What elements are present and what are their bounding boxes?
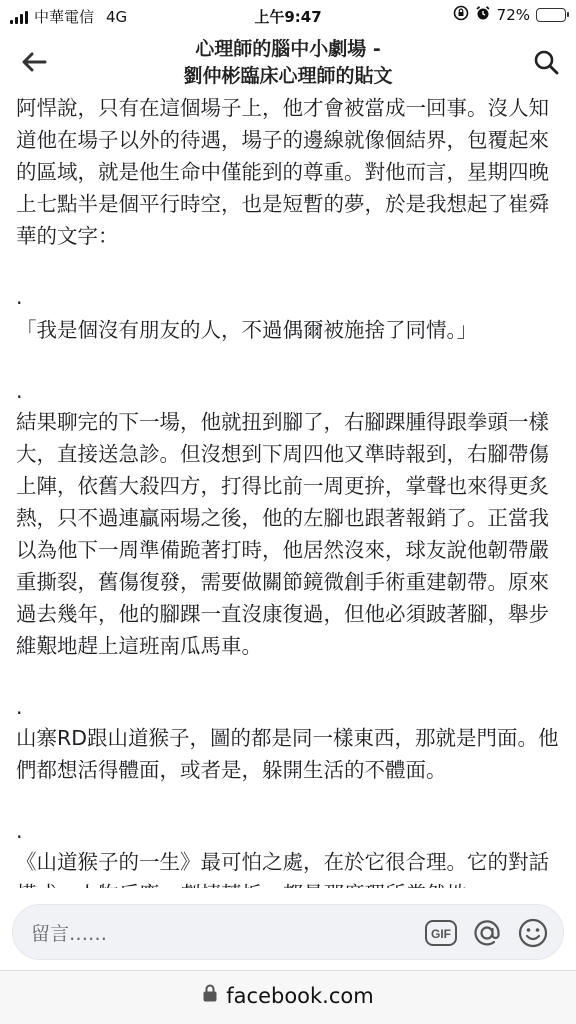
spacer [16,346,564,376]
section-dot: . [16,379,23,403]
emoji-icon[interactable] [515,915,551,951]
at-sign-icon[interactable] [469,915,505,951]
post-paragraph: 結果聊完的下一場，他就扭到腳了，右腳踝腫得跟拳頭一樣大，直接送急診。但沒想到下周四他又準時報到，右腳帶傷上陣，依舊大殺四方，打得比前一周更拚，掌聲也來得更炙熱，只不過連贏兩場之後，他的左腳也跟著報銷了。正當我以為他下一周準備跪著打時，他居然沒來，球友說他韌帶嚴重撕裂，舊傷復發，需要做關節鏡微創手術重建韌帶。原來過去幾年，他的腳踝一直沒康復過，但他必須跛著腳，舉步維艱地趕上這班南瓜馬車。 [16,410,549,658]
comment-actions [423,915,551,951]
section-dot: . [16,819,23,843]
battery-percent: 72% [496,6,530,24]
status-bar [0,0,576,32]
comment-bar [0,888,576,968]
section-dot: . [16,695,23,719]
page-title [60,36,516,90]
rotation-lock-icon [453,5,469,25]
gif-icon[interactable] [423,915,459,951]
url-text: facebook.com [226,983,374,1008]
page-title-line-2: 劉仲彬臨床心理師的貼文 [183,65,393,87]
post-paragraph: 《山道猴子的一生》最可怕之處，在於它很合理。它的對話 [16,850,549,874]
lock-icon [202,983,218,1008]
alarm-icon [475,5,491,25]
carrier-name: 中華電信 [34,8,95,26]
battery-icon [536,8,566,22]
page-header [0,32,576,92]
section-dot: . [16,285,23,309]
post-paragraph: 山寨RD跟山道猴子，圖的都是同一樣東西，那就是門面。他們都想活得體面，或者是，躲開生活的不體面。 [16,726,559,782]
url-display[interactable] [0,983,576,1008]
status-time: 上午9:47 [254,8,322,26]
network-type: 4G [106,7,128,26]
comment-placeholder: 留言…… [31,923,108,945]
status-right [453,5,566,25]
browser-url-bar[interactable] [0,970,576,1024]
comment-input[interactable] [12,904,564,960]
post-quote: 「我是個沒有朋友的人，不過偶爾被施捨了同情。」 [16,318,478,342]
back-arrow-icon[interactable] [16,44,52,80]
spacer [16,662,564,692]
page-title-line-1: 心理師的腦中小劇場 - [195,38,381,60]
search-icon[interactable] [528,44,564,80]
spacer [16,252,564,282]
post-paragraph: 阿悍說，只有在這個場子上，他才會被當成一回事。沒人知道他在場子以外的待遇，場子的邊線就像個結界，包覆起來的區域，就是他生命中僅能到的尊重。對他而言，星期四晚上七點半是個平行時空，也是短暫的夢，於是我想起了崔舜華的文字： [16,96,549,248]
post-body [16,92,564,888]
spacer [16,786,564,816]
svg-text:GIF: GIF [431,927,451,941]
